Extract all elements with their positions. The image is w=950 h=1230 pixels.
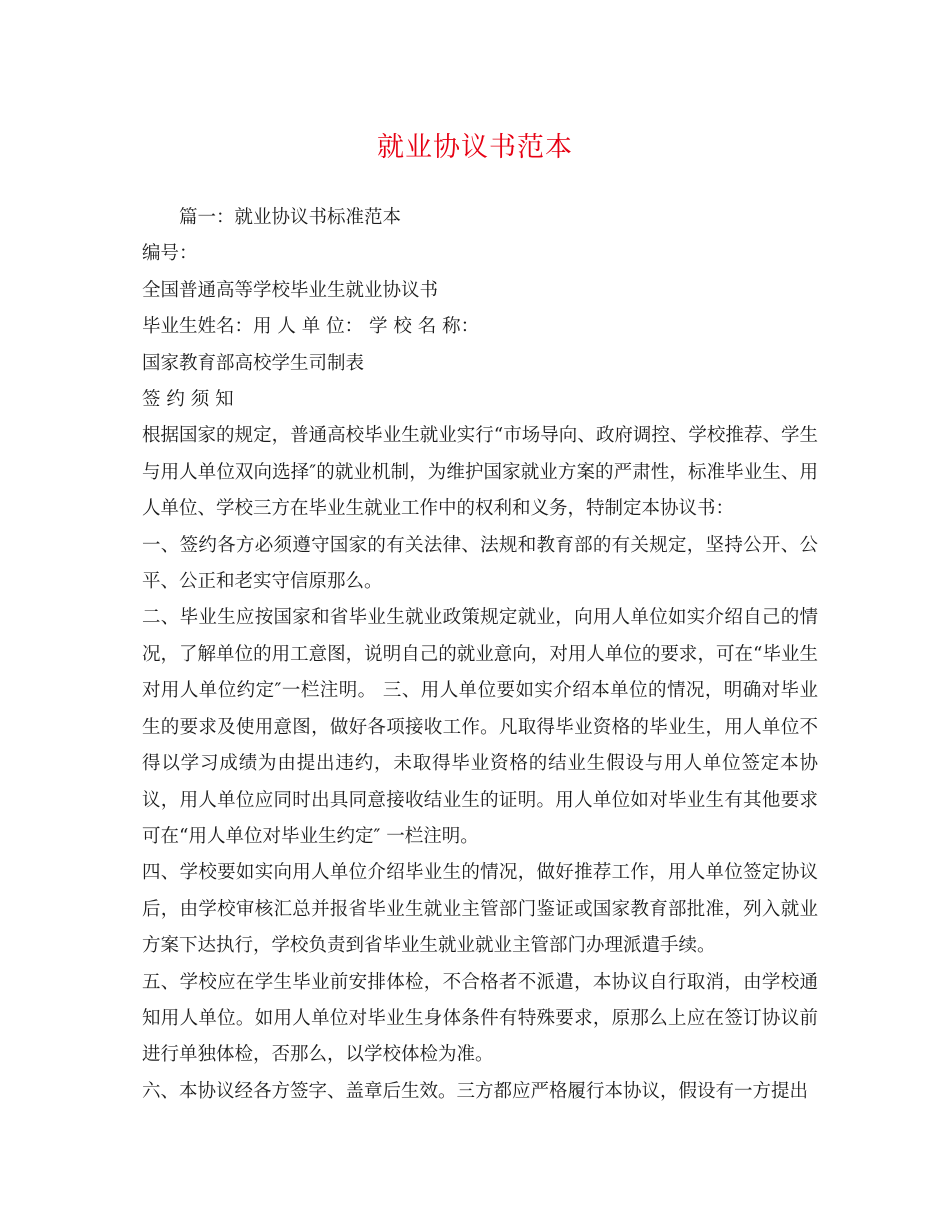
paragraph-clause-4: 四、学校要如实向用人单位介绍毕业生的情况，做好推荐工作，用人单位签定协议后，由学校审核汇总并报省毕业生就业主管部门鉴证或国家教育部批准，列入就业方案下达执行，学校负责到省毕业生就业就业主管部门办理派遣手续。 <box>142 862 818 957</box>
subtitle: 篇一：就业协议书标准范本 <box>179 207 402 228</box>
paragraph-clause-5: 五、学校应在学生毕业前安排体检，不合格者不派遣，本协议自行取消，由学校通知用人单位。如用人单位对毕业生身体条件有特殊要求，原那么上应在签订协议前进行单独体检，否那么，以学校体检为准。 <box>142 971 818 1066</box>
agreement-name: 全国普通高等学校毕业生就业协议书 <box>142 279 439 301</box>
paragraph-clause-2-3: 二、毕业生应按国家和省毕业生就业政策规定就业，向用人单位如实介绍自己的情况，了解单位的用工意图，说明自己的就业意向，对用人单位的要求，可在“毕业生对用人单位约定″一栏注明。 三、用人单位要如实介绍本单位的情况，明确对毕业生的要求及使用意图，做好各项接收工作。凡取得毕业资格的毕业生，用人单位不得以学习成绩为由提出违约，未取得毕业资格的结业生假设与用人单位签定本协议，用人单位应同时出具同意接收结业生的证明。用人单位如对毕业生有其他要求可在“用人单位对毕业生约定″ 一栏注明。 <box>142 607 818 847</box>
document-body <box>142 200 818 1110</box>
fields-line: 毕业生姓名：用 人 单 位： 学 校 名 称： <box>142 316 480 338</box>
paragraph-clause-6: 六、本协议经各方签字、盖章后生效。三方都应严格履行本协议，假设有一方提出 <box>142 1080 809 1102</box>
number-label: 编号： <box>142 243 198 265</box>
notice-heading: 签 约 须 知 <box>142 389 234 411</box>
document-title: 就业协议书范本 <box>377 132 573 163</box>
issuer-line: 国家教育部高校学生司制表 <box>142 352 365 374</box>
paragraph-clause-1: 一、签约各方必须遵守国家的有关法律、法规和教育部的有关规定，坚持公开、公平、公正和老实守信原那么。 <box>142 534 818 593</box>
paragraph-intro: 根据国家的规定，普通高校毕业生就业实行“市场导向、政府调控、学校推荐、学生与用人单位双向选择″的就业机制，为维护国家就业方案的严肃性，标准毕业生、用人单位、学校三方在毕业生就业工作中的权利和义务，特制定本协议书： <box>142 425 818 520</box>
